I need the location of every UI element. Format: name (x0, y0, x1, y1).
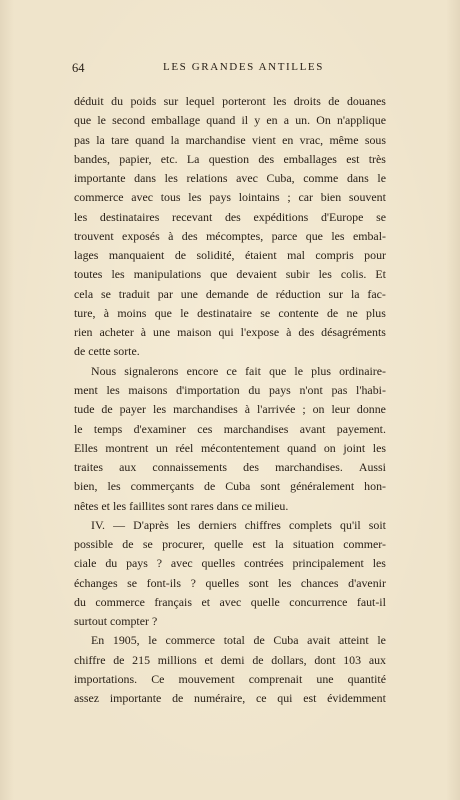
text-line: Elles montrent un réel mécontentement quand on joint les (74, 440, 386, 455)
text-line: Nous signalerons encore ce fait que le plus ordinaire- (91, 363, 386, 378)
text-line: lages manquaient de solidité, étaient mal compris pour (74, 248, 386, 263)
text-line: tude de payer les marchandises à l'arrivée ; on leur donne (74, 402, 386, 417)
running-title: LES GRANDES ANTILLES (163, 61, 324, 73)
text-line: importante dans les relations avec Cuba, comme dans le (74, 171, 386, 186)
text-line: bandes, papier, etc. La question des emballages est très (74, 151, 386, 166)
text-line: du commerce français et avec quelle concurrence faut-il (74, 594, 386, 609)
text-line: de cette sorte. (74, 344, 140, 359)
text-line: que le second emballage quand il y en a un. On n'applique (74, 113, 386, 128)
text-line: nêtes et les faillites sont rares dans ce milieu. (74, 498, 289, 513)
text-line: pas la tare quand la marchandise vient en vrac, même sous (74, 132, 386, 147)
text-line: ment les maisons d'importation du pays n'ont pas l'habi- (74, 382, 386, 397)
text-line: surtout compter ? (74, 614, 158, 629)
text-line: échanges se font-ils ? quelles sont les chances d'avenir (74, 575, 386, 590)
text-line: rien acheter à une maison qui l'expose à des désagréments (74, 325, 386, 340)
text-line: bien, les commerçants de Cuba sont généralement hon- (74, 479, 386, 494)
text-line: En 1905, le commerce total de Cuba avait atteint le (91, 633, 386, 648)
text-line: possible de se procurer, quelle est la situation commer- (74, 537, 386, 552)
text-line: importations. Ce mouvement comprenait une quantité (74, 671, 386, 686)
text-line: commerce avec tous les pays lointains ; car bien souvent (74, 190, 386, 205)
text-line: ture, à moins que le destinataire se contente de ne plus (74, 305, 386, 320)
text-line: le temps d'examiner ces marchandises avant payement. (74, 421, 386, 436)
text-line: cela se traduit par une demande de réduction sur la fac- (74, 286, 386, 301)
text-line: assez importante de numéraire, ce qui est évidemment (74, 691, 386, 706)
text-line: IV. — D'après les derniers chiffres complets qu'il soit (91, 517, 386, 532)
text-line: déduit du poids sur lequel porteront les droits de douanes (74, 94, 386, 108)
text-line: trouvent exposés à des mécomptes, parce que les embal- (74, 228, 386, 243)
text-line: ciale du pays ? avec quelles contrées principalement les (74, 556, 386, 571)
text-line: toutes les manipulations que devaient subir les colis. Et (74, 267, 386, 282)
running-head (72, 61, 397, 79)
page-number: 64 (72, 61, 85, 75)
text-line: traites aux connaissements des marchandises. Aussi (74, 460, 386, 475)
text-line: chiffre de 215 millions et demi de dollars, dont 103 aux (74, 652, 386, 667)
text-line: les destinataires recevant des expéditions d'Europe se (74, 209, 386, 224)
body-text (74, 92, 386, 709)
